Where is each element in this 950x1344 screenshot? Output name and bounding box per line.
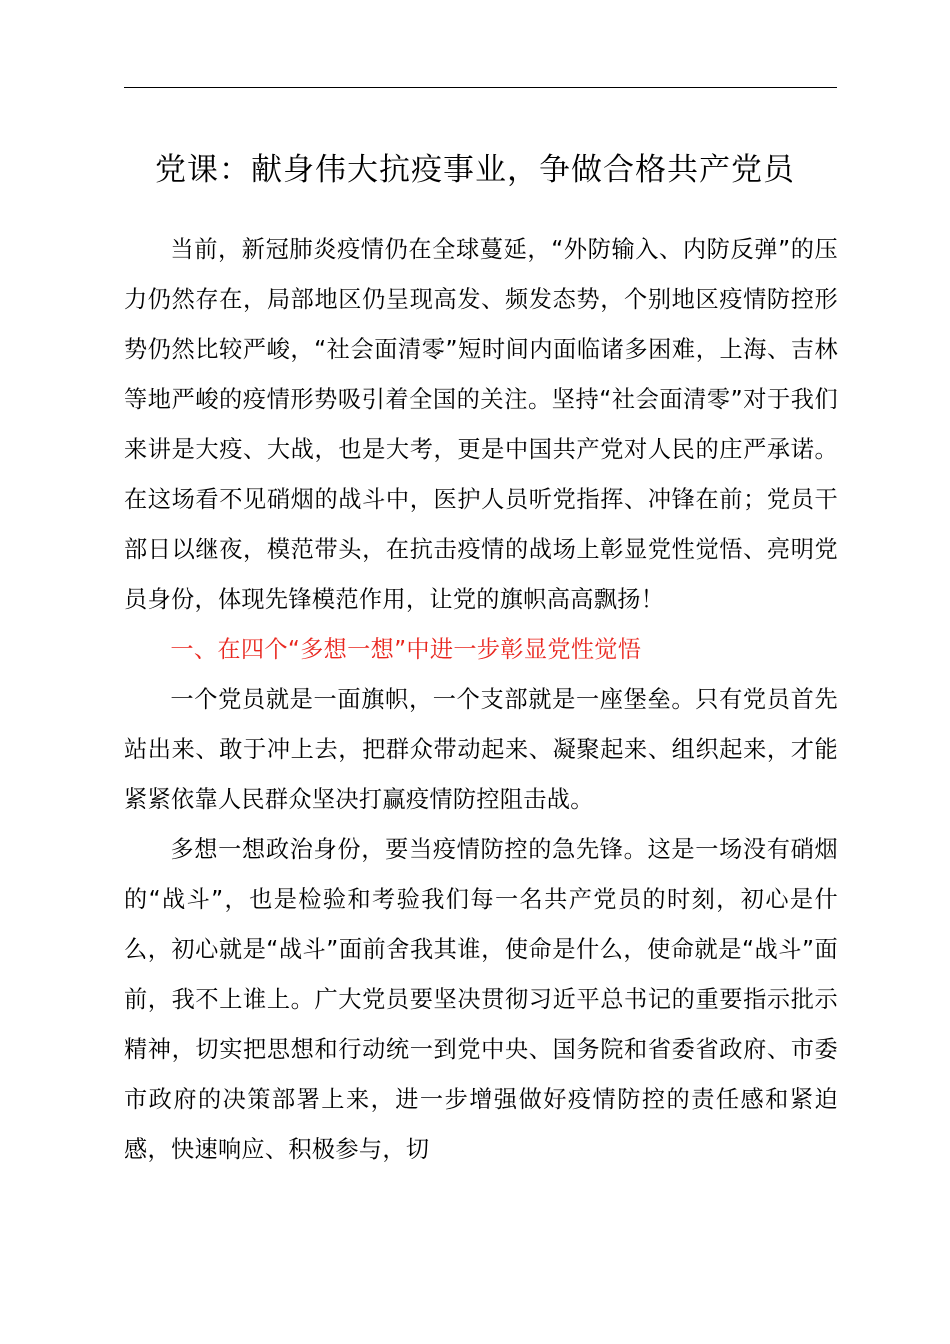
paragraph-2: 一个党员就是一面旗帜，一个支部就是一座堡垒。只有党员首先站出来、敢于冲上去，把群众带动起来、凝聚起来、组织起来，才能紧紧依靠人民群众坚决打赢疫情防控阻击战。 <box>124 686 838 813</box>
section-heading-1: 一、在四个“多想一想”中进一步彰显党性觉悟 <box>170 636 642 663</box>
paragraph-intro: 当前，新冠肺炎疫情仍在全球蔓延，“外防输入、内防反弹”的压力仍然存在，局部地区仍呈现高发、频发态势，个别地区疫情防控形势仍然比较严峻，“社会面清零”短时间内面临诸多困难，上海、吉林等地严峻的疫情形势吸引着全国的关注。坚持“社会面清零”对于我们来讲是大疫、大战，也是大考，更是中国共产党对人民的庄严承诺。在这场看不见硝烟的战斗中，医护人员听党指挥、冲锋在前；党员干部日以继夜，模范带头，在抗击疫情的战场上彰显党性觉悟、亮明党员身份，体现先锋模范作用，让党的旗帜高高飘扬！ <box>124 236 838 613</box>
document-body <box>124 225 838 1175</box>
header-rule <box>124 87 837 88</box>
paragraph-3: 多想一想政治身份，要当疫情防控的急先锋。这是一场没有硝烟的“战斗”，也是检验和考验我们每一名共产党员的时刻，初心是什么，初心就是“战斗”面前舍我其谁，使命是什么，使命就是“战斗”面前，我不上谁上。广大党员要坚决贯彻习近平总书记的重要指示批示精神，切实把思想和行动统一到党中央、国务院和省委省政府、市委市政府的决策部署上来，进一步增强做好疫情防控的责任感和紧迫感，快速响应、积极参与，切 <box>124 836 838 1163</box>
document-title: 党课：献身伟大抗疫事业，争做合格共产党员 <box>155 152 795 188</box>
